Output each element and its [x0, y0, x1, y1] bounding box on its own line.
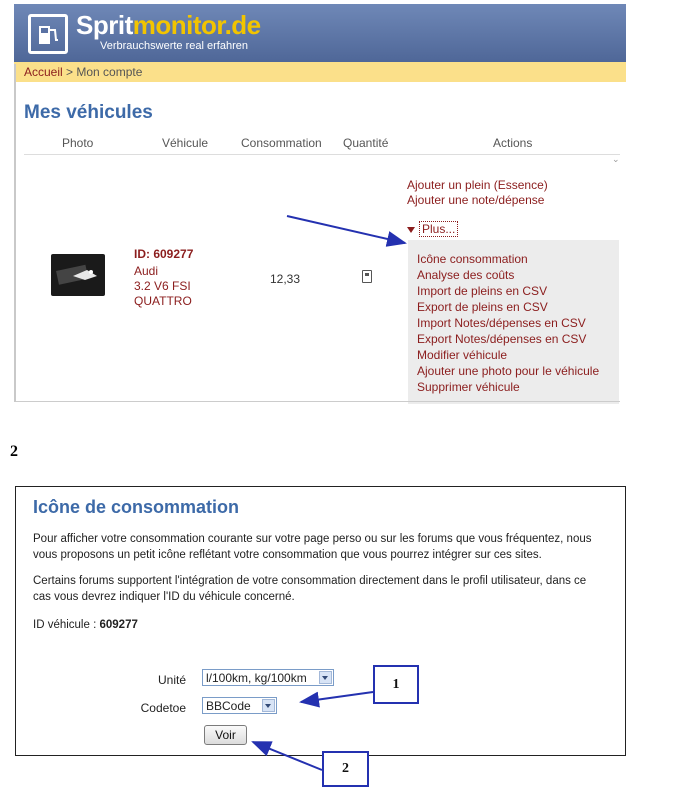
breadcrumb-current: Mon compte — [76, 65, 143, 79]
arrow-to-more-menu — [287, 216, 405, 243]
form-title: Icône de consommation — [33, 497, 240, 517]
vehicle-make[interactable]: Audi — [134, 264, 159, 278]
chevron-down-icon[interactable]: ⌄ — [612, 154, 620, 164]
site-tagline: Verbrauchswerte real erfahren — [100, 40, 248, 52]
vehicle-consumption: 12,33 — [270, 272, 301, 286]
menu-item-import-notes-csv[interactable]: Import Notes/dépenses en CSV — [417, 316, 586, 330]
vehicle-id-value: 609277 — [99, 619, 138, 631]
arrow-to-code-select — [301, 692, 373, 702]
menu-item-consumption-icon[interactable]: Icône consommation — [417, 252, 528, 266]
menu-item-delete-vehicle[interactable]: Supprimer véhicule — [417, 380, 520, 394]
menu-item-import-fuel-csv[interactable]: Import de pleins en CSV — [417, 284, 548, 298]
view-button[interactable]: Voir — [204, 725, 247, 745]
code-type-select[interactable]: BBCode — [202, 697, 277, 714]
vehicle-id[interactable]: ID: 609277 — [134, 247, 194, 261]
menu-item-cost-analysis[interactable]: Analyse des coûts — [417, 268, 515, 282]
more-actions-toggle[interactable]: Plus... — [407, 222, 458, 236]
page-title: Mes véhicules — [24, 102, 153, 123]
add-note-link[interactable]: Ajouter une note/dépense — [407, 193, 545, 207]
menu-item-export-notes-csv[interactable]: Export Notes/dépenses en CSV — [417, 332, 587, 346]
code-type-label: Codetoe — [140, 701, 186, 715]
site-logo-text[interactable]: Spritmonitor.de — [76, 10, 261, 40]
callout-box-1: 1 — [373, 665, 419, 704]
intro-line-1: Pour afficher votre consommation courante sur votre page perso ou sur les forums que vous fréquentez, nous — [33, 533, 592, 545]
vehicle-model[interactable]: 3.2 V6 FSI — [134, 279, 191, 293]
vehicle-id-line: ID véhicule : 609277 — [33, 619, 138, 631]
unit-select[interactable]: l/100km, kg/100km — [202, 669, 334, 686]
column-header-consumption: Consommation — [241, 136, 322, 150]
unit-label: Unité — [157, 673, 186, 687]
callout-box-2: 2 — [322, 751, 369, 787]
menu-item-add-photo[interactable]: Ajouter une photo pour le véhicule — [417, 364, 600, 378]
forum-line-1: Certains forums supportent l'intégration de votre consommation directement dans le profil utilisateur, dans ce — [33, 575, 587, 587]
breadcrumb-separator: > — [62, 65, 77, 79]
step-number-label: 2 — [10, 443, 18, 460]
column-header-actions: Actions — [493, 136, 533, 150]
vehicle-variant[interactable]: QUATTRO — [134, 294, 192, 308]
column-header-quantity: Quantité — [343, 136, 389, 150]
menu-item-export-fuel-csv[interactable]: Export de pleins en CSV — [417, 300, 548, 314]
breadcrumb-home-link[interactable]: Accueil — [24, 65, 63, 79]
forum-line-2: cas vous devrez indiquer l'ID du véhicule concerné. — [33, 591, 295, 603]
intro-line-2: vous proposons un petit icône reflétant votre consommation que vous pourrez intégrer sur ces sites. — [33, 549, 542, 561]
arrow-to-view-button — [253, 742, 322, 770]
add-fuel-link[interactable]: Ajouter un plein (Essence) — [407, 178, 548, 192]
column-header-photo: Photo — [62, 136, 94, 150]
menu-item-edit-vehicle[interactable]: Modifier véhicule — [417, 348, 508, 362]
column-header-vehicle: Véhicule — [162, 136, 209, 150]
